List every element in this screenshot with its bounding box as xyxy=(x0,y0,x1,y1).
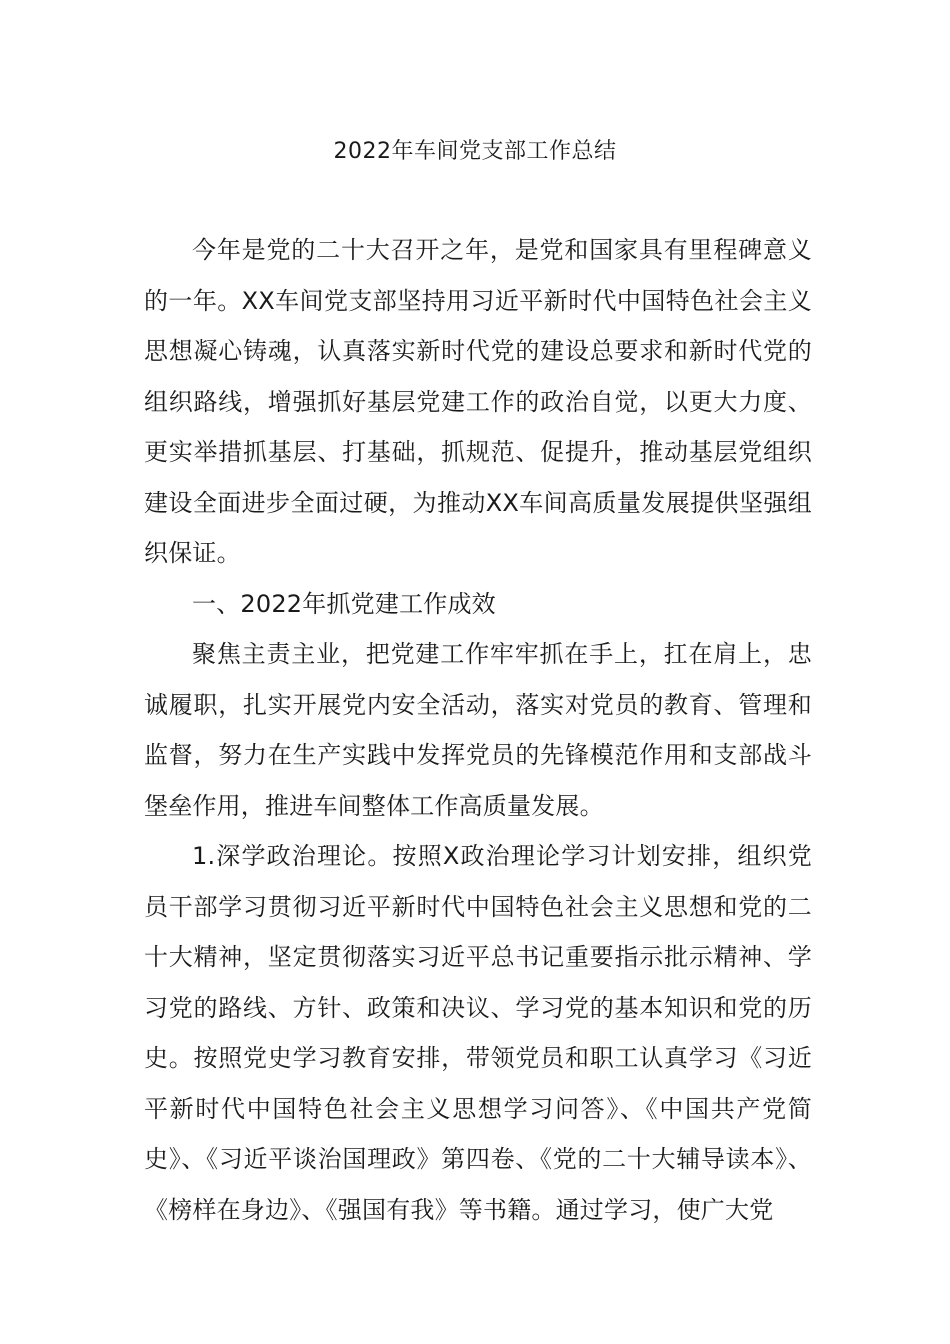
document-body xyxy=(144,225,812,1235)
paragraph-intro: 今年是党的二十大召开之年，是党和国家具有里程碑意义的一年。XX车间党支部坚持用习近平新时代中国特色社会主义思想凝心铸魂，认真落实新时代党的建设总要求和新时代党的组织路线，增强抓好基层党建工作的政治自觉，以更大力度、更实举措抓基层、打基础，抓规范、促提升，推动基层党组织建设全面进步全面过硬，为推动XX车间高质量发展提供坚强组织保证。 xyxy=(144,236,812,567)
section-heading-1: 一、2022年抓党建工作成效 xyxy=(192,589,496,618)
paragraph-item-1: 1.深学政治理论。按照X政治理论学习计划安排，组织党员干部学习贯彻习近平新时代中国特色社会主义思想和党的二十大精神，坚定贯彻落实习近平总书记重要指示批示精神、学习党的路线、方针、政策和决议、学习党的基本知识和党的历史。按照党史学习教育安排，带领党员和职工认真学习《习近平新时代中国特色社会主义思想学习问答》、《中国共产党简史》、《习近平谈治国理政》第四卷、《党的二十大辅导读本》、《榜样在身边》、《强国有我》等书籍。通过学习，使广大党 xyxy=(144,842,812,1224)
document-title: 2022年车间党支部工作总结 xyxy=(333,139,617,164)
paragraph-section-1-summary: 聚焦主责主业，把党建工作牢牢抓在手上，扛在肩上，忠诚履职，扎实开展党内安全活动，落实对党员的教育、管理和监督，努力在生产实践中发挥党员的先锋模范作用和支部战斗堡垒作用，推进车间整体工作高质量发展。 xyxy=(144,640,812,820)
